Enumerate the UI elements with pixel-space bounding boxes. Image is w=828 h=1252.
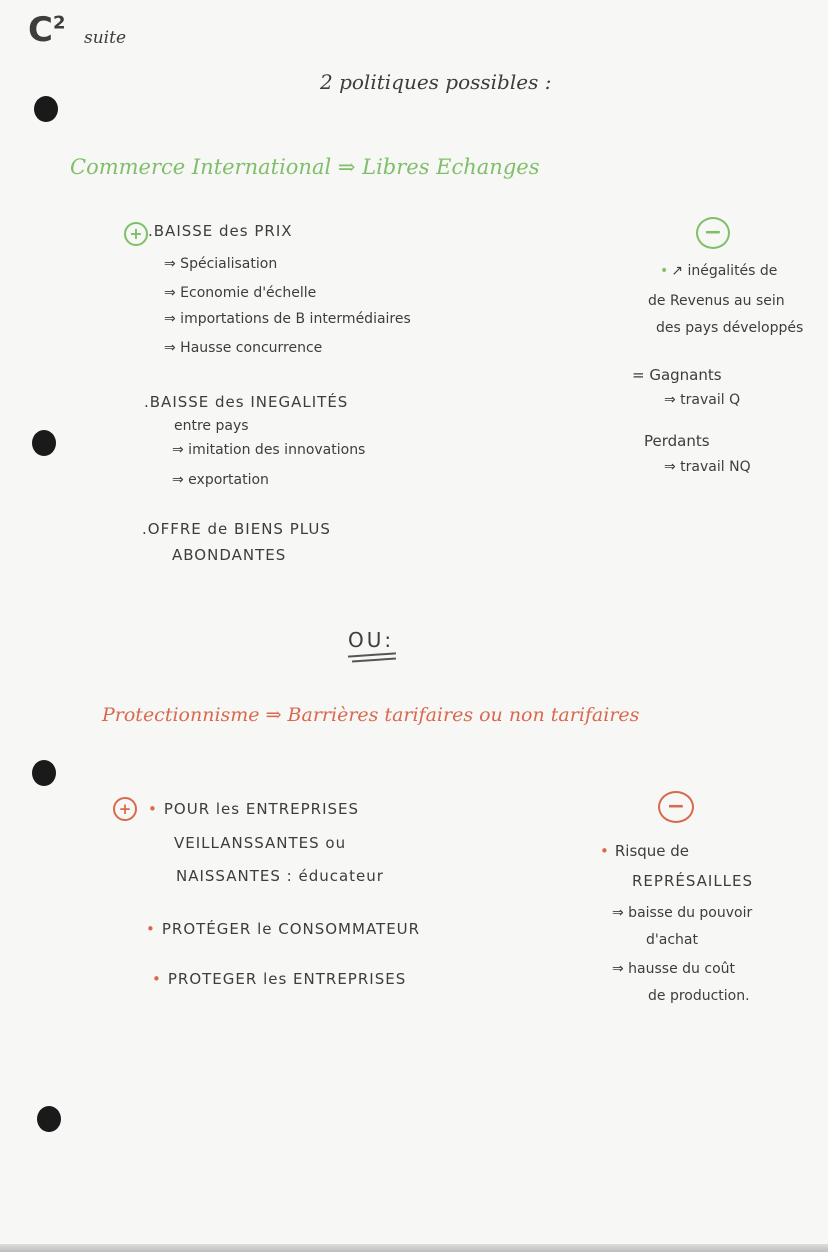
chapter-superscript: 2 [52,12,66,34]
s2-item3: • PROTEGER les ENTREPRISES [152,970,406,988]
suite-label: suite [84,28,127,48]
s2-minus-sub1: ⇒ baisse du pouvoir [612,905,753,921]
minus-icon: − [658,791,694,823]
s2-minus-sub3: ⇒ hausse du coût [612,961,735,977]
s2-minus-sub4: de production. [648,988,750,1004]
s2-minus-sub2: d'achat [646,932,698,948]
section1-heading: Commerce International ⇒ Libres Echanges [70,155,540,179]
s2-minus-line2: REPRÉSAILLES [632,872,754,890]
binder-hole-4 [37,1106,61,1132]
s1-minus-line1: • ↗ inégalités de [660,263,777,279]
s1-perdants: Perdants [644,432,710,450]
s1-item1-sub2: ⇒ Economie d'échelle [164,285,317,301]
s2-item1-line3: NAISSANTES : éducateur [176,867,384,885]
s1-minus-line3: des pays développés [656,320,804,336]
s1-item3-line2: ABONDANTES [172,546,287,564]
binder-hole-3 [32,760,56,786]
ou-underline [348,652,396,657]
s2-item1-line1: • POUR les ENTREPRISES [148,800,359,818]
s1-gagnants: = Gagnants [632,366,722,384]
s2-minus-line1: • Risque de [600,842,689,860]
ou-label: OU: [348,628,395,652]
chapter-letter: C [28,10,53,50]
s2-item2: • PROTÉGER le CONSOMMATEUR [146,920,420,938]
s1-minus-line2: de Revenus au sein [648,293,785,309]
s1-item1-sub1: ⇒ Spécialisation [164,256,278,272]
plus-icon: + [113,797,137,821]
s1-item2-line2: entre pays [174,418,249,434]
s1-item2-sub1: ⇒ imitation des innovations [172,442,366,458]
s1-item1-title: .BAISSE des PRIX [148,222,293,240]
page-title: 2 politiques possibles : [320,70,552,94]
s1-item3-line1: .OFFRE de BIENS PLUS [142,520,331,538]
plus-icon: + [124,222,148,246]
page-edge [0,1244,828,1252]
s1-item1-sub4: ⇒ Hausse concurrence [164,340,323,356]
binder-hole-1 [34,96,58,122]
s1-item2-title: .BAISSE des INEGALITÉS [144,393,349,411]
chapter-label [28,10,65,50]
s1-item1-sub3: ⇒ importations de B intermédiaires [164,311,411,327]
s2-item1-line2: VEILLANSSANTES ou [174,834,347,852]
section2-heading: Protectionnisme ⇒ Barrières tarifaires ou non tarifaires [102,704,640,726]
s1-item2-sub2: ⇒ exportation [172,472,269,488]
s1-perdants-sub: ⇒ travail NQ [664,459,751,475]
s1-gagnants-sub: ⇒ travail Q [664,392,741,408]
ou-underline-2 [352,657,396,662]
minus-icon: − [696,217,730,249]
binder-hole-2 [32,430,56,456]
